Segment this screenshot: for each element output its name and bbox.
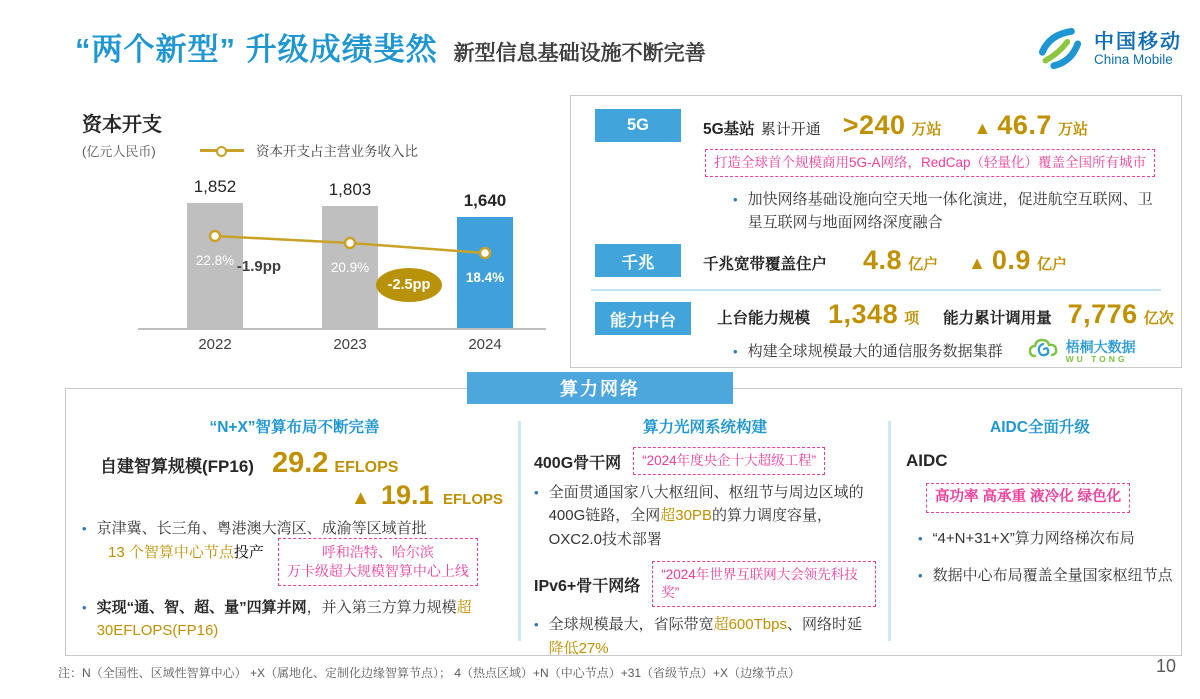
column2-seg2-title-row — [534, 561, 876, 607]
column2-bullet2 — [534, 613, 876, 660]
capex-unit: (亿元人民币) — [82, 144, 156, 159]
x-tick-2024: 2024 — [468, 336, 502, 353]
platform-unit2: 亿次 — [1143, 310, 1174, 327]
plain-text: ，并入第三方算力规模 — [306, 599, 457, 617]
page-number: 10 — [1155, 656, 1176, 676]
pct-2022: 22.8% — [195, 253, 235, 268]
computing-network-banner: 算力网络 — [467, 372, 733, 404]
platform-bullet — [733, 334, 1136, 369]
5g-label-bold: 5G基站 — [703, 121, 755, 138]
x-tick-2023: 2023 — [333, 336, 367, 353]
bullet-text: 数据中心布局覆盖全量国家枢纽节点 — [932, 566, 1173, 584]
column1-delta — [82, 480, 503, 511]
wutong-logo — [1027, 334, 1136, 369]
column2-bullet1 — [534, 481, 876, 551]
footnote: 注：N（全国性、区域性智算中心） +X（属地化、定制化边缘智算节点）； 4（热点区域）+N（中心节点）+31（省级节点）+X（边缘节点） — [58, 666, 801, 680]
plain-text: 、网络时延 — [786, 616, 862, 634]
column1-stat — [100, 447, 507, 480]
delta-badge-2: -2.5pp — [376, 268, 442, 302]
5g-delta: 46.7 — [997, 110, 1052, 140]
gold-highlight: 超600Tbps — [713, 616, 787, 634]
plain-text: 的算力调度容量，OXC2.0技术部署 — [548, 507, 832, 548]
bold-text: 实现“通、智、超、量”四算并网 — [96, 599, 307, 617]
china-mobile-logo — [1034, 22, 1182, 77]
pct-2023: 20.9% — [330, 260, 370, 275]
logo-text-en: China Mobile — [1094, 52, 1173, 68]
column-divider — [518, 421, 521, 641]
plain-text: 全面贯通国家八大枢纽间、枢纽节与周边区域的400G链路，全网 — [548, 484, 864, 525]
gold-highlight: 超30PB — [660, 507, 712, 525]
bullet-dot-icon: • — [918, 567, 923, 583]
badge-5g: 5G — [595, 109, 681, 142]
section-divider — [591, 289, 1161, 291]
column3-header: AIDC全面升级 — [990, 419, 1090, 436]
column1-header: “N+X”智算布局不断完善 — [209, 419, 380, 436]
stat-label: 自建智算规模(FP16) — [100, 457, 254, 476]
up-triangle-icon: ▲ — [350, 487, 371, 509]
legend-label: 资本开支占主营业务收入比 — [256, 144, 418, 159]
plain-text: 投产 — [233, 544, 264, 562]
seg2-title: IPv6+骨干网络 — [534, 577, 641, 595]
bullet-dot-icon: • — [918, 530, 923, 546]
china-mobile-logo-icon — [1034, 22, 1086, 77]
tag-line1: 呼和浩特、哈尔滨 — [321, 544, 434, 561]
5g-delta-unit: 万站 — [1057, 121, 1088, 138]
column1-bullet1 — [82, 517, 507, 540]
5g-highlight-text: 打造全球首个规模商用5G-A网络，RedCap（轻量化）覆盖全国所有城市 — [705, 149, 1155, 177]
row-platform — [595, 302, 691, 335]
column1-bullet2 — [82, 596, 507, 643]
infrastructure-panel — [570, 95, 1182, 368]
capex-title: 资本开支 — [82, 114, 162, 136]
gigabit-delta-unit: 亿户 — [1036, 256, 1067, 273]
bullet-dot-icon: • — [733, 343, 738, 359]
5g-highlight-box — [705, 149, 1155, 177]
delta-label-1: -1.9pp — [236, 258, 282, 275]
bullet-dot-icon: • — [534, 617, 539, 633]
page-title — [75, 24, 706, 69]
delta-unit: EFLOPS — [442, 491, 503, 508]
bar-value-2022: 1,852 — [193, 177, 237, 196]
column1-bullet1-line2 — [108, 542, 507, 586]
5g-value: >240 — [842, 110, 906, 140]
column-nx-layout — [82, 415, 507, 643]
5g-label: 累计开通 — [760, 121, 821, 138]
column3-bullet2 — [918, 564, 1176, 587]
wutong-sub: WU TONG — [1065, 353, 1128, 364]
stat-value: 29.2 — [271, 447, 329, 479]
logo-text-cn: 中国移动 — [1094, 31, 1182, 54]
platform-value2: 7,776 — [1067, 299, 1138, 329]
stat-unit: EFLOPS — [334, 459, 399, 476]
aidc-title: AIDC — [906, 451, 948, 470]
platform-label2: 能力累计调用量 — [943, 310, 1052, 327]
gigabit-value: 4.8 — [863, 245, 903, 275]
column2-seg1-title-row — [534, 447, 876, 475]
bullet-dot-icon: • — [534, 485, 539, 501]
gigabit-delta: 0.9 — [991, 245, 1031, 275]
column1-pink-tag — [278, 538, 478, 586]
plain-text: 全球规模最大，省际带宽 — [548, 616, 714, 634]
wutong-name: 梧桐大数据 — [1065, 338, 1136, 355]
gold-highlight: 降低27% — [548, 639, 609, 657]
gigabit-label: 千兆宽带覆盖住户 — [703, 256, 828, 273]
title-main: “两个新型” 升级成绩斐然 — [75, 32, 438, 67]
chart-legend — [200, 140, 418, 160]
bullet1-text: 京津冀、长三角、粤港澳大湾区、成渝等区域首批 — [96, 520, 427, 537]
badge-platform: 能力中台 — [595, 302, 691, 335]
bullet-dot-icon: • — [733, 192, 738, 207]
platform-unit1: 项 — [904, 310, 920, 327]
pct-2024: 18.4% — [465, 270, 505, 285]
computing-network-panel — [65, 388, 1182, 656]
column2-header: 算力光网系统构建 — [642, 419, 767, 436]
gigabit-unit: 亿户 — [908, 256, 939, 273]
5g-bullet-text: 加快网络基础设施向空天地一体化演进，促进航空互联网、卫星互联网与地面网络深度融合 — [747, 191, 1153, 232]
bullet-dot-icon: • — [82, 521, 87, 536]
seg1-pink-tag: “2024年度央企十大超级工程” — [633, 447, 825, 475]
title-sub: 新型信息基础设施不断完善 — [453, 42, 706, 65]
capex-bar-chart — [150, 178, 550, 358]
platform-value1: 1,348 — [828, 299, 899, 329]
row-gigabit — [595, 244, 1067, 277]
bar-value-2023: 1,803 — [328, 180, 372, 199]
column-aidc — [904, 415, 1176, 587]
up-triangle-icon: ▲ — [968, 253, 986, 273]
badge-gigabit: 千兆 — [595, 244, 681, 277]
column-divider — [888, 421, 891, 641]
platform-label1: 上台能力规模 — [717, 310, 811, 327]
delta-value: 19.1 — [380, 480, 434, 510]
gold-highlight: 超30EFLOPS(FP16) — [96, 599, 472, 640]
row-5g — [595, 109, 1088, 142]
bar-value-2024: 1,640 — [463, 191, 507, 210]
5g-unit: 万站 — [911, 121, 942, 138]
bullet-dot-icon: • — [82, 600, 87, 616]
wutong-cloud-icon — [1027, 334, 1061, 369]
column-optical-network — [534, 415, 876, 660]
bullet-text: “4+N+31+X”算力网络梯次布局 — [932, 529, 1135, 547]
column3-bullet1 — [918, 527, 1176, 550]
gold-highlight: 13 个智算中心节点 — [108, 544, 234, 562]
seg2-pink-tag: “2024年世界互联网大会领先科技奖” — [652, 561, 876, 607]
x-tick-2022: 2022 — [198, 336, 232, 353]
seg1-title: 400G骨干网 — [534, 454, 622, 472]
tag-line2: 万卡级超大规模智算中心上线 — [286, 563, 469, 580]
5g-bullet — [733, 188, 1165, 235]
platform-stats — [717, 299, 1174, 330]
platform-bullet-text: 构建全球规模最大的通信服务数据集群 — [747, 343, 1003, 360]
aidc-pink-tag: 高功率 高承重 液冷化 绿色化 — [926, 483, 1130, 513]
up-triangle-icon: ▲ — [973, 118, 992, 138]
legend-line-marker-icon — [200, 149, 244, 152]
